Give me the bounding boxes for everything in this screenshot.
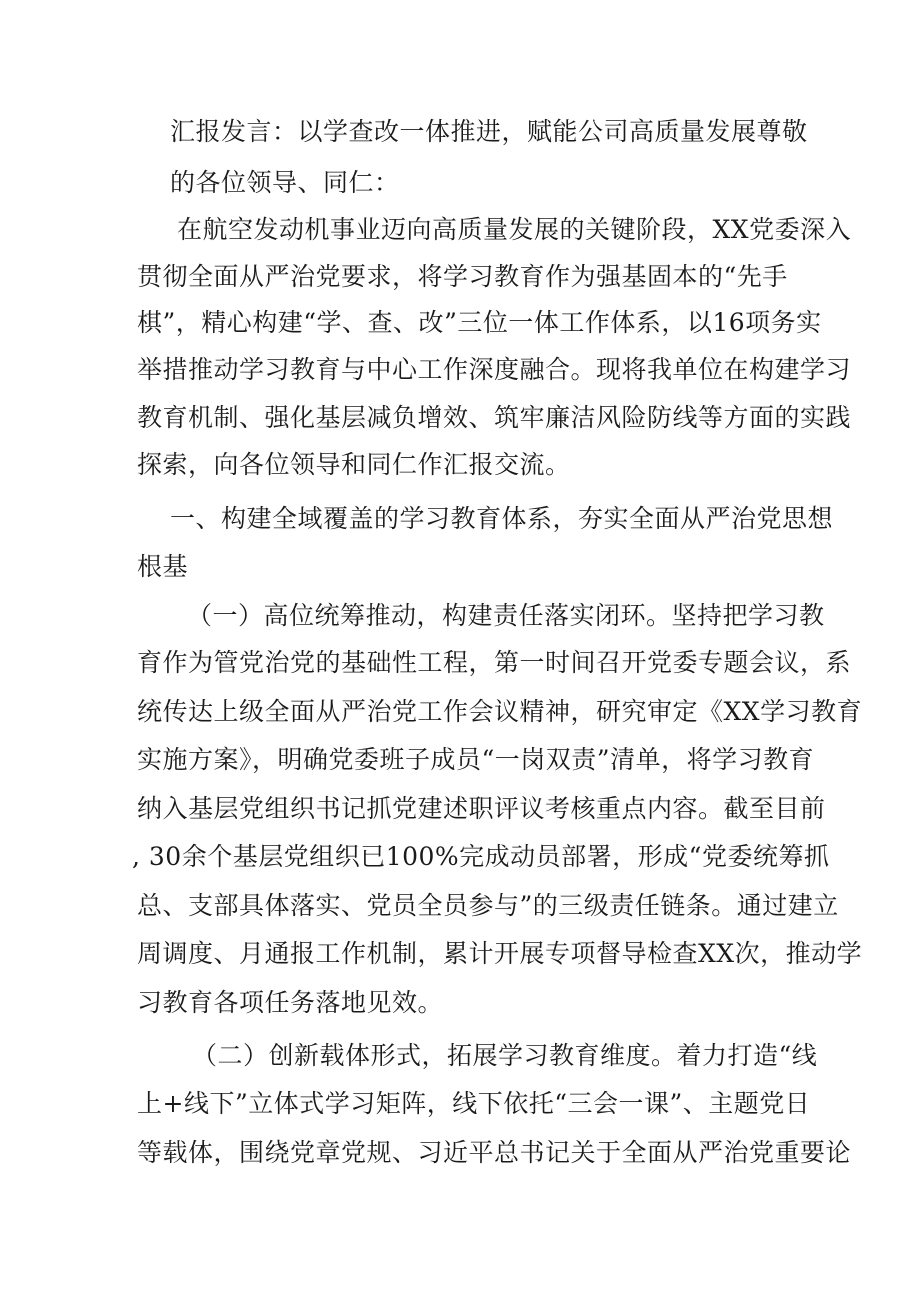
document-title-line-1: 汇报发言：以学查改一体推进，赋能公司高质量发展尊敬 xyxy=(170,117,808,146)
paragraph-line: 在航空发动机事业迈向高质量发展的关键阶段，XX党委深入 xyxy=(177,215,852,244)
paragraph-line: （一）高位统筹推动，构建责任落实闭环。坚持把学习教 xyxy=(187,601,825,630)
paragraph-line: 等载体，围绕党章党规、习近平总书记关于全面从严治党重要论 xyxy=(137,1138,852,1167)
document-title-line-2: 的各位领导、同仁： xyxy=(170,168,400,197)
paragraph-line: 习教育各项任务落地见效。 xyxy=(137,988,444,1017)
paragraph-line: 统传达上级全面从严治党工作会议精神，研究审定《XX学习教育 xyxy=(137,697,863,726)
paragraph-line: 上+线下”立体式学习矩阵，线下依托“三会一课”、主题党日 xyxy=(137,1089,811,1118)
paragraph-line: 纳入基层党组织书记抓党建述职评议考核重点内容。截至目前 xyxy=(137,794,826,823)
paragraph-line: , 30余个基层党组织已100%完成动员部署，形成“党委统筹抓 xyxy=(132,842,830,871)
paragraph-line: 育作为管党治党的基础性工程，第一时间召开党委专题会议，系 xyxy=(137,648,852,677)
paragraph-line: 总、支部具体落实、党员全员参与”的三级责任链条。通过建立 xyxy=(137,891,839,920)
paragraph-line: 教育机制、强化基层减负增效、筑牢廉洁风险防线等方面的实践 xyxy=(137,403,852,432)
paragraph-line: 周调度、月通报工作机制，累计开展专项督导检查XX次，推动学 xyxy=(137,939,863,968)
paragraph-line: 实施方案》，明确党委班子成员“一岗双责”清单，将学习教育 xyxy=(137,745,815,774)
paragraph-line: 棋”，精心构建“学、查、改”三位一体工作体系，以16项务实 xyxy=(137,308,822,337)
section-heading-continued: 根基 xyxy=(137,552,189,581)
paragraph-line: 探索，向各位领导和同仁作汇报交流。 xyxy=(137,450,571,479)
section-heading: 一、构建全域覆盖的学习教育体系，夯实全面从严治党思想 xyxy=(170,504,834,533)
paragraph-line: （二）创新载体形式，拓展学习教育维度。着力打造“线 xyxy=(192,1041,818,1070)
paragraph-line: 贯彻全面从严治党要求，将学习教育作为强基固本的“先手 xyxy=(137,262,788,291)
paragraph-line: 举措推动学习教育与中心工作深度融合。现将我单位在构建学习 xyxy=(137,355,852,384)
